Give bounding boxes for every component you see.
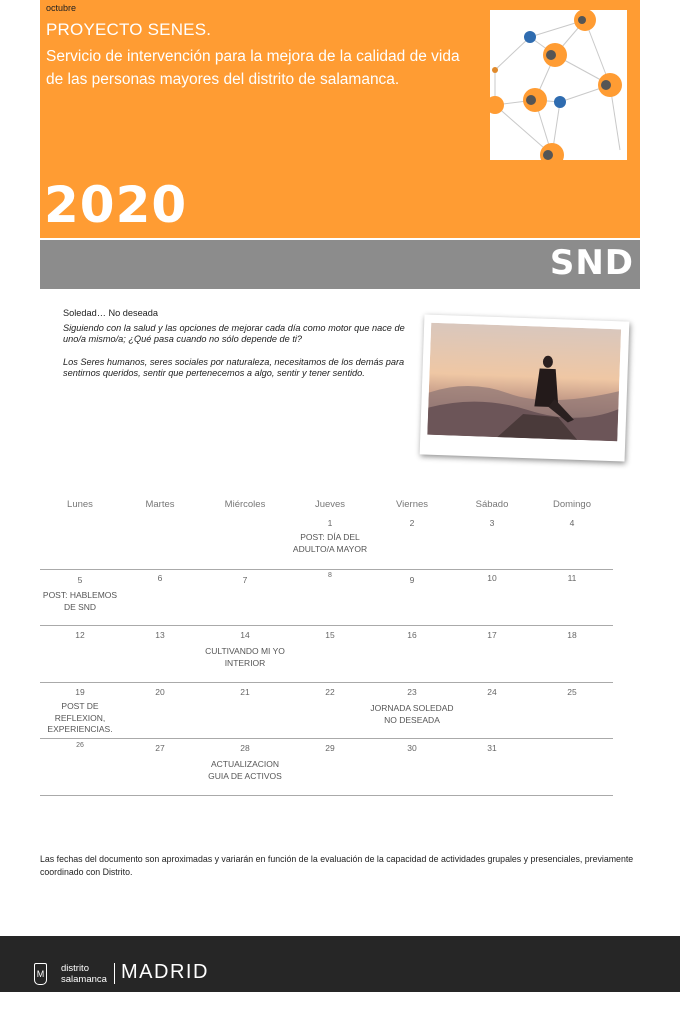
calendar-day: 16 bbox=[407, 630, 417, 640]
intro-paragraph-1: Siguiendo con la salud y las opciones de mejorar cada día como motor que nace de uno/a mismo/a; ¿Qué pasa cuando no sólo depende de ti? bbox=[63, 322, 405, 344]
calendar-day: 24 bbox=[487, 687, 497, 697]
calendar-day: 1 bbox=[327, 518, 333, 528]
calendar-day: 23 bbox=[407, 687, 417, 697]
calendar-day: 31 bbox=[487, 743, 497, 753]
week-divider bbox=[40, 738, 613, 739]
calendar-day: 9 bbox=[409, 575, 415, 585]
calendar-day: 2 bbox=[409, 518, 415, 528]
calendar-day: 30 bbox=[407, 743, 417, 753]
week-divider bbox=[40, 569, 613, 570]
logo-separator bbox=[114, 963, 115, 984]
district-line-2: salamanca bbox=[61, 974, 107, 985]
calendar-day: 10 bbox=[487, 573, 497, 583]
calendar-day: 25 bbox=[567, 687, 577, 697]
district-line-1: distrito bbox=[61, 963, 89, 974]
photo-frame bbox=[420, 314, 630, 461]
weekday-miercoles: Miércoles bbox=[224, 499, 266, 510]
project-title: PROYECTO SENES. bbox=[46, 20, 212, 39]
weekday-jueves: Jueves bbox=[314, 499, 346, 510]
month-label: octubre bbox=[46, 3, 77, 13]
calendar-day: 18 bbox=[567, 630, 577, 640]
week-divider bbox=[40, 682, 613, 683]
calendar-day: 22 bbox=[325, 687, 335, 697]
intro-heading: Soledad… No deseada bbox=[63, 308, 159, 318]
calendar-day: 11 bbox=[567, 573, 577, 583]
calendar-day: 28 bbox=[240, 743, 250, 753]
network-graphic bbox=[490, 10, 627, 160]
weekday-sabado: Sábado bbox=[475, 499, 509, 510]
calendar-day: 21 bbox=[240, 687, 250, 697]
week-divider bbox=[40, 625, 613, 626]
disclaimer-note: Las fechas del documento son aproximadas y variarán en función de la evaluación de la capacidad de actividades grupales y presenciales, previamente coordinado con Distrito. bbox=[40, 854, 634, 877]
event-day-5: POST: HABLEMOS DE SND bbox=[42, 590, 118, 612]
weekday-viernes: Viernes bbox=[395, 499, 429, 510]
week-divider bbox=[40, 795, 613, 796]
calendar-day: 3 bbox=[489, 518, 495, 528]
district-label bbox=[61, 963, 107, 985]
weekday-martes: Martes bbox=[145, 499, 175, 510]
calendar-day: 5 bbox=[77, 575, 83, 585]
calendar-day: 4 bbox=[569, 518, 575, 528]
calendar-day: 20 bbox=[155, 687, 165, 697]
intro-text bbox=[63, 308, 413, 380]
calendar-day: 19 bbox=[75, 687, 85, 697]
madrid-crest-icon: M bbox=[34, 963, 47, 985]
weekday-domingo: Domingo bbox=[552, 499, 592, 510]
calendar-day: 13 bbox=[155, 630, 165, 640]
calendar-day: 27 bbox=[155, 743, 165, 753]
madrid-logo-text: MADRID bbox=[121, 961, 209, 983]
calendar-day: 26 bbox=[76, 742, 84, 749]
calendar-day: 14 bbox=[240, 630, 250, 640]
event-day-19: POST DE REFLEXION, EXPERIENCIAS. bbox=[47, 701, 113, 734]
calendar-day: 8 bbox=[328, 572, 332, 579]
project-subtitle: Servicio de intervención para la mejora de la calidad de vida de las personas mayores del distrito de salamanca. bbox=[46, 48, 460, 88]
network-illustration bbox=[490, 10, 627, 160]
event-day-28: ACTUALIZACION GUIA DE ACTIVOS bbox=[208, 759, 282, 781]
weekday-lunes: Lunes bbox=[67, 499, 93, 510]
calendar-day: 29 bbox=[325, 743, 335, 753]
year-label: 2020 bbox=[44, 176, 188, 234]
intro-paragraph-2: Los Seres humanos, seres sociales por naturaleza, necesitamos de los demás para sentirnos queridos, sentir que pertenecemos a algo, sentir y tener sentido. bbox=[63, 356, 405, 378]
snd-badge: SND bbox=[549, 243, 634, 283]
event-day-1: POST: DÍA DEL ADULTO/A MAYOR bbox=[292, 532, 368, 554]
woman-on-rock-photo bbox=[427, 323, 621, 442]
calendar-day: 15 bbox=[325, 630, 335, 640]
calendar-day: 7 bbox=[242, 575, 248, 585]
calendar-day: 17 bbox=[487, 630, 497, 640]
calendar-day: 6 bbox=[157, 573, 163, 583]
event-day-23: JORNADA SOLEDAD NO DESEADA bbox=[370, 703, 454, 725]
event-day-14: CULTIVANDO MI YO INTERIOR bbox=[205, 646, 285, 668]
calendar-day: 12 bbox=[75, 630, 85, 640]
